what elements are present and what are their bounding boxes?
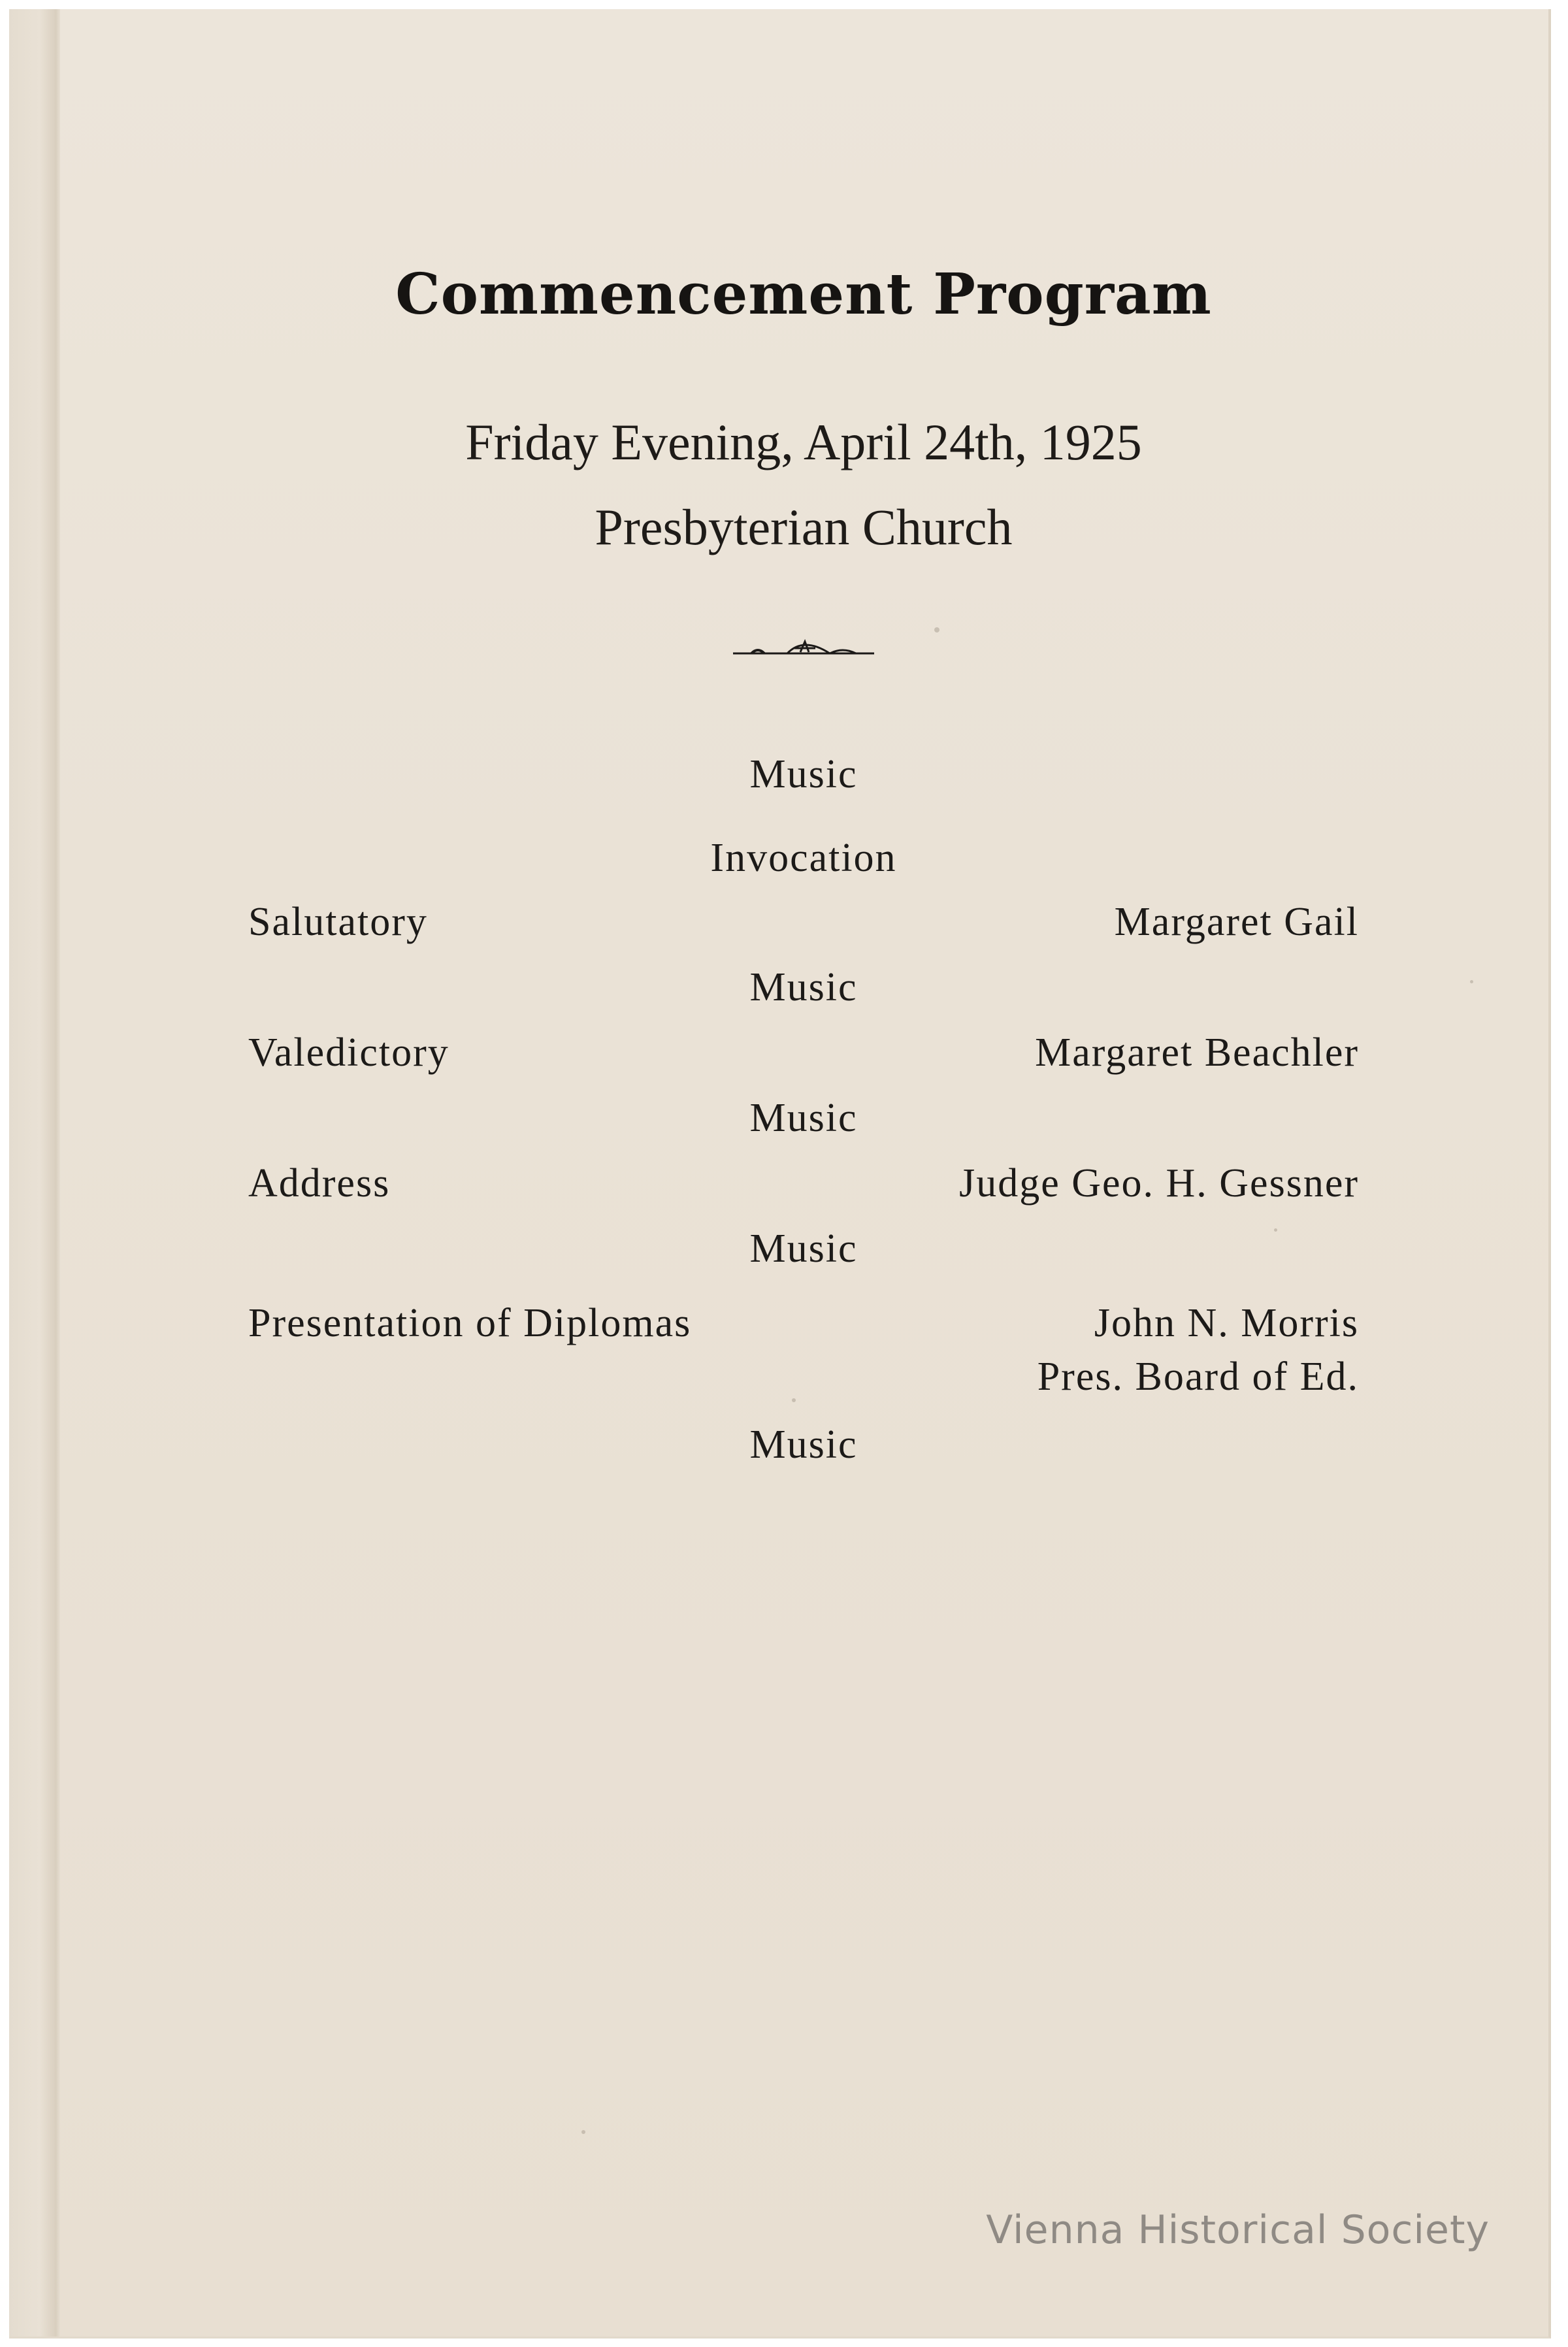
program-row-diplomas bbox=[248, 1300, 1359, 1411]
paper-speck bbox=[934, 627, 939, 632]
event-date: Friday Evening, April 24th, 1925 bbox=[465, 414, 1142, 470]
ornament-divider-icon bbox=[732, 634, 875, 660]
item-label: Valedictory bbox=[248, 1030, 449, 1075]
program-item-music: Music bbox=[749, 1096, 858, 1140]
program-row-salutatory bbox=[248, 899, 1359, 951]
event-venue: Presbyterian Church bbox=[595, 499, 1013, 555]
item-label: Address bbox=[248, 1161, 391, 1206]
item-speaker: Margaret Beachler bbox=[1035, 1030, 1359, 1075]
item-speaker-title: Pres. Board of Ed. bbox=[1037, 1354, 1359, 1399]
program-item-music: Music bbox=[749, 1226, 858, 1271]
program-row-valedictory bbox=[248, 1030, 1359, 1082]
program-row-address bbox=[248, 1160, 1359, 1213]
item-speaker: Judge Geo. H. Gessner bbox=[959, 1161, 1359, 1206]
item-label: Salutatory bbox=[248, 900, 428, 944]
program-item-invocation: Invocation bbox=[710, 836, 897, 880]
watermark: Vienna Historical Society bbox=[986, 2207, 1490, 2253]
item-speaker: John N. Morris bbox=[1094, 1301, 1359, 1345]
paper-fold bbox=[9, 9, 60, 2337]
item-speaker: Margaret Gail bbox=[1114, 900, 1359, 944]
item-label: Presentation of Diplomas bbox=[248, 1301, 692, 1345]
program-item-music: Music bbox=[749, 965, 858, 1009]
paper-speck bbox=[581, 2130, 585, 2134]
program-item-music: Music bbox=[749, 752, 858, 796]
program-item-music: Music bbox=[749, 1422, 858, 1467]
program-title: Commencement Program bbox=[395, 261, 1212, 327]
